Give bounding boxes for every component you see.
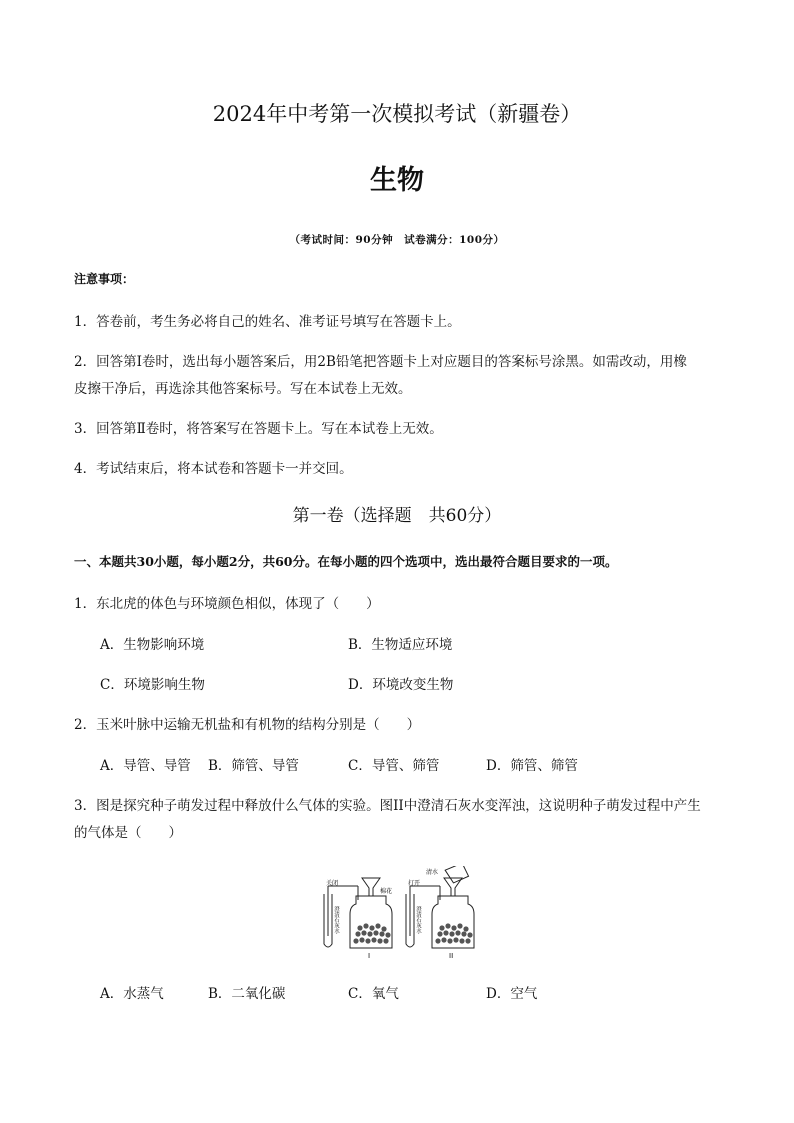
beaker-icon bbox=[444, 866, 469, 884]
question-2-option-a[interactable]: A．导管、导管 bbox=[100, 758, 191, 774]
page-title: 2024年中考第一次模拟考试（新疆卷） bbox=[212, 102, 582, 126]
notes-heading: 注意事项： bbox=[74, 272, 135, 286]
exam-info: （考试时间：90分钟 试卷满分：100分） bbox=[289, 234, 505, 246]
section-instruction: 一、本题共30小题，每小题2分，共60分。在每小题的四个选项中，选出最符合题目要求的一项。 bbox=[74, 554, 618, 569]
figure-label-1: I bbox=[368, 952, 371, 960]
question-3-option-a[interactable]: A．水蒸气 bbox=[100, 986, 164, 1002]
limewater-label-1: 澄清石灰水 bbox=[333, 906, 339, 934]
seed-germination-figure bbox=[318, 866, 478, 960]
question-2-option-c[interactable]: C．导管、筛管 bbox=[348, 758, 440, 774]
seeds-group bbox=[353, 923, 472, 943]
question-3-stem-line2: 的气体是（ ） bbox=[74, 825, 182, 841]
section-title: 第一卷（选择题 共60分） bbox=[292, 506, 502, 526]
subject-title: 生物 bbox=[370, 165, 424, 196]
question-1-stem: 1．东北虎的体色与环境颜色相似，体现了（ ） bbox=[74, 596, 380, 612]
question-1-option-d[interactable]: D．环境改变生物 bbox=[348, 677, 454, 693]
close-label: 关闭 bbox=[326, 880, 339, 887]
question-1-option-c[interactable]: C．环境影响生物 bbox=[100, 677, 205, 693]
question-2-option-d[interactable]: D．筛管、筛管 bbox=[486, 758, 578, 774]
cotton-label: 棉花 bbox=[380, 888, 393, 895]
question-3-option-d[interactable]: D．空气 bbox=[486, 986, 538, 1002]
note-item-2: 2．回答第Ⅰ卷时，选出每小题答案后，用2B铅笔把答题卡上对应题目的答案标号涂黑。如需改动，用橡 bbox=[74, 354, 687, 370]
figure-label-2: II bbox=[449, 952, 454, 960]
open-label: 打开 bbox=[408, 880, 421, 887]
note-item-2-cont: 皮擦干净后，再选涂其他答案标号。写在本试卷上无效。 bbox=[74, 381, 412, 397]
question-3-option-c[interactable]: C．氧气 bbox=[348, 986, 399, 1002]
note-item-4: 4．考试结束后，将本试卷和答题卡一并交回。 bbox=[74, 461, 353, 477]
question-3-stem-line1: 3．图是探究种子萌发过程中释放什么气体的实验。图II中澄清石灰水变浑浊，这说明种子萌发过程中产生 bbox=[74, 798, 701, 814]
note-item-1: 1．答卷前，考生务必将自己的姓名、准考证号填写在答题卡上。 bbox=[74, 314, 461, 330]
note-item-3: 3．回答第Ⅱ卷时，将答案写在答题卡上。写在本试卷上无效。 bbox=[74, 421, 443, 437]
funnel-1 bbox=[362, 878, 380, 896]
water-label: 清水 bbox=[426, 869, 439, 876]
question-2-stem: 2．玉米叶脉中运输无机盐和有机物的结构分别是（ ） bbox=[74, 717, 421, 733]
question-1-option-a[interactable]: A．生物影响环境 bbox=[100, 637, 205, 653]
limewater-label-2: 澄清石灰水 bbox=[415, 906, 421, 934]
question-2-option-b[interactable]: B．筛管、导管 bbox=[208, 758, 299, 774]
question-1-option-b[interactable]: B．生物适应环境 bbox=[348, 637, 453, 653]
question-3-option-b[interactable]: B．二氧化碳 bbox=[208, 986, 286, 1002]
